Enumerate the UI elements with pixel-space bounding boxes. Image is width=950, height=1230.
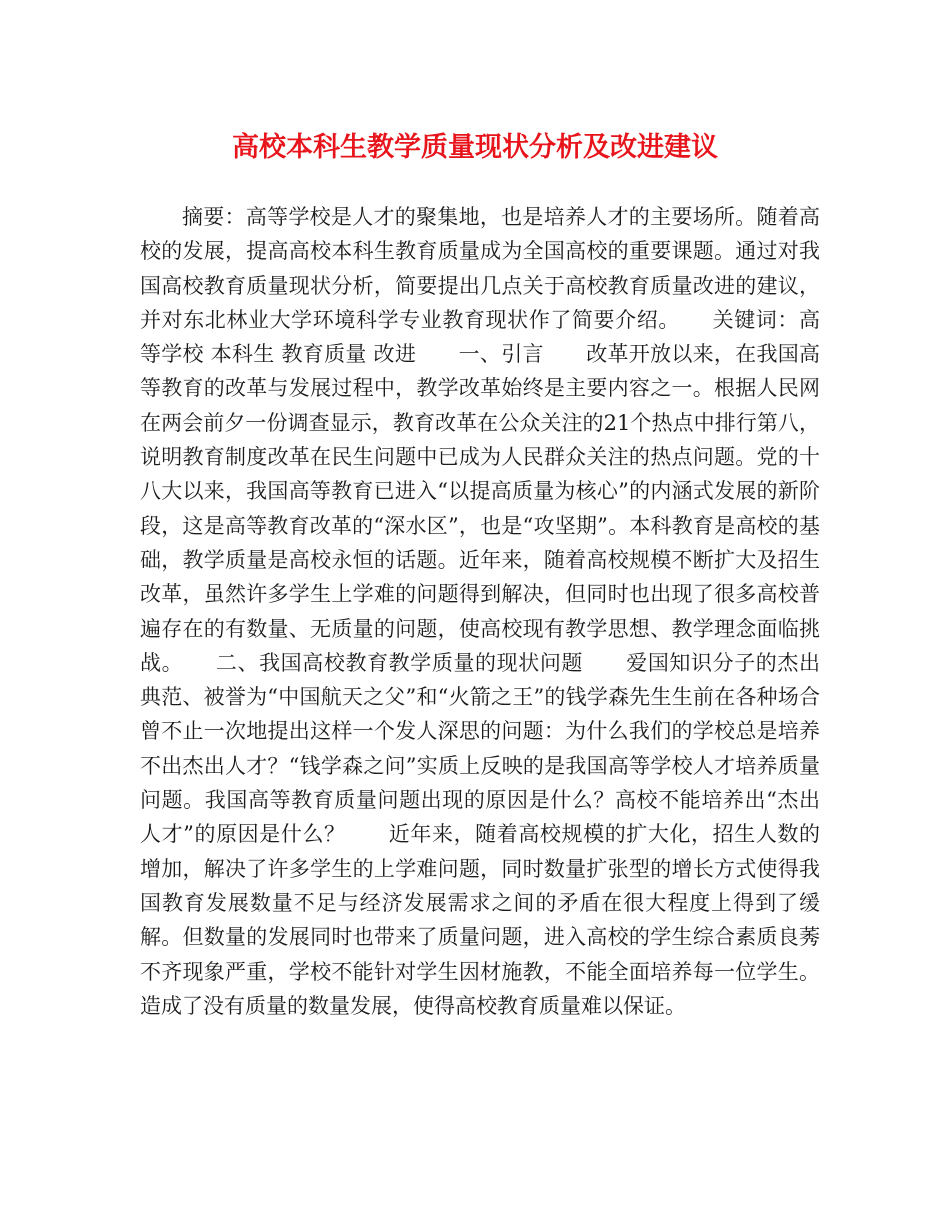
document-title: 高校本科生教学质量现状分析及改进建议 bbox=[232, 132, 718, 163]
document-body: 摘要：高等学校是人才的聚集地，也是培养人才的主要场所。随着高校的发展，提高高校本科生教育质量成为全国高校的重要课题。通过对我国高校教育质量现状分析，简要提出几点关于高校教育质量改进的建议，并对东北林业大学环境科学专业教育现状作了简要介绍。 关键词：高等学校 本科生 教育质量 改进 一、引言 改革开放以来，在我国高等教育的改革与发展过程中，教学改革始终是主要内容之一。根据人民网在两会前夕一份调查显示，教育改革在公众关注的21个热点中排行第八，说明教育制度改革在民生问题中已成为人民群众关注的热点问题。党的十八大以来，我国高等教育已进入“以提高质量为核心”的内涵式发展的新阶段，这是高等教育改革的“深水区”，也是“攻坚期”。本科教育是高校的基础，教学质量是高校永恒的话题。近年来，随着高校规模不断扩大及招生改革，虽然许多学生上学难的问题得到解决，但同时也出现了很多高校普遍存在的有数量、无质量的问题，使高校现有教学思想、教学理念面临挑战。 二、我国高校教育教学质量的现状问题 爱国知识分子的杰出典范、被誉为“中国航天之父”和“火箭之王”的钱学森先生生前在各种场合曾不止一次地提出这样一个发人深思的问题：为什么我们的学校总是培养不出杰出人才？“钱学森之问”实质上反映的是我国高等学校人才培养质量问题。我国高等教育质量问题出现的原因是什么？高校不能培养出“杰出人才”的原因是什么？ 近年来，随着高校规模的扩大化，招生人数的增加，解决了许多学生的上学难问题，同时数量扩张型的增长方式使得我国教育发展数量不足与经济发展需求之间的矛盾在很大程度上得到了缓解。但数量的发展同时也带来了质量问题，进入高校的学生综合素质良莠不齐现象严重，学校不能针对学生因材施教，不能全面培养每一位学生。造成了没有质量的数量发展，使得高校教育质量难以保证。 bbox=[140, 205, 820, 1018]
